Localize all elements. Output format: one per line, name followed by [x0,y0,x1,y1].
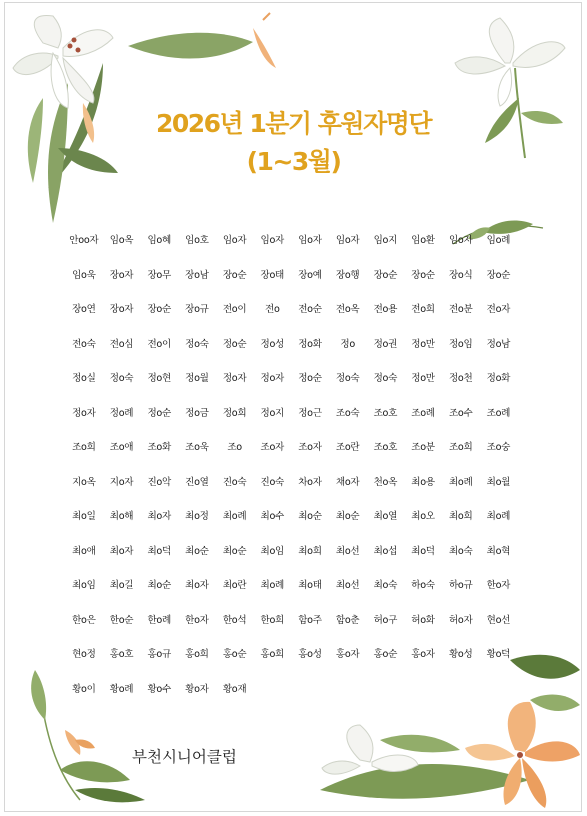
sponsor-name: 임o지 [373,235,398,246]
sponsor-name: 최o숙 [373,580,398,591]
sponsor-name: 임o혜 [147,235,171,246]
sponsor-name: 최o례 [260,580,285,591]
sponsor-name: 정o실 [72,373,96,384]
leaf-icon [60,761,130,782]
sponsor-name: 정o희 [222,407,247,419]
name-row [65,543,555,578]
sponsor-name: 임o자 [448,235,473,246]
name-row [65,508,555,543]
sponsor-name: 최o덕 [411,545,435,557]
sponsor-name: 전o옥 [335,304,360,315]
name-row [65,612,555,647]
sponsor-name: 최o애 [72,545,96,557]
sponsor-name: 최o수 [260,511,285,522]
sponsor-name: 장o태 [260,269,285,281]
name-row [65,646,555,681]
sponsor-name: 최o숙 [448,545,473,557]
sponsor-name: 함o춘 [335,614,360,626]
sponsor-name: 정o순 [147,407,171,419]
sponsor-name: 최o혁 [486,545,511,557]
sponsor-name: 전o분 [448,304,473,315]
sponsor-name: 정o화 [298,338,322,350]
sponsor-name: 최o오 [411,511,435,522]
sponsor-name: 전o순 [298,304,322,315]
sponsor-name: 정o화 [486,373,511,384]
sponsor-name: 최o순 [298,511,322,522]
sponsor-name: 조o화 [147,442,171,453]
sponsor-name: 조o숭 [486,442,511,453]
sponsor-name: 한o례 [147,614,171,626]
name-row [65,301,555,336]
name-row [65,267,555,302]
sponsor-name: 임o환 [411,235,435,246]
sponsor-name: 조o욱 [185,442,209,453]
sponsor-name: 정o자 [222,373,247,384]
name-row [65,577,555,612]
sponsor-name: 최o정 [185,511,209,522]
sponsor-name: 전o [265,304,280,315]
sponsor-name: 조o수 [448,407,473,419]
sponsor-name: 최o순 [222,545,247,557]
sponsor-name: 임o자 [335,235,360,246]
organization-name: 부천시니어클럽 [132,748,237,766]
sponsor-name: 임o옥 [109,235,134,246]
sponsor-name: 최o란 [222,580,247,591]
sponsor-name: 홍o자 [335,649,360,660]
page-title: 2026년 1분기 후원자명단 [155,109,432,138]
sponsor-name: 정o월 [185,373,209,384]
sponsor-name: 임o자 [260,235,285,246]
sponsor-name: 최o순 [147,580,171,591]
leaf-icon [128,33,253,59]
sponsor-name: 한o석 [222,614,247,626]
sponsor-name: 최o선 [335,580,360,591]
sponsor-name: 최o일 [72,511,96,522]
sponsor-name: 홍o규 [147,649,171,660]
sponsor-name: 장o순 [147,304,171,315]
sponsor-name: 홍o희 [185,649,209,660]
sponsor-name: 최o월 [486,476,511,488]
sponsor-name: 조o란 [335,442,360,453]
sponsor-name: 천o옥 [373,476,398,488]
sponsor-name: 정o임 [448,338,473,350]
sponsor-name: 함o주 [298,614,322,626]
sponsor-name: 황o재 [222,683,247,695]
sponsor-name: 최o희 [448,511,473,522]
sponsor-name: 최o순 [185,545,209,557]
sponsor-name: 진o숙 [260,476,285,488]
sponsor-name: 정o지 [260,407,285,419]
sponsor-name: 채o자 [335,476,360,488]
page-subtitle-period: (1~3월) [246,147,341,176]
lily-flower-icon [465,702,580,808]
sponsor-name: 장o예 [298,269,322,281]
sponsor-name: 조o자 [260,442,285,453]
sponsor-name: 한o순 [109,614,134,626]
sponsor-name: 장o무 [147,269,171,281]
sponsor-name: 한o자 [486,580,511,591]
sponsor-name: 최o해 [109,511,134,522]
sponsor-name: 지o자 [109,476,134,488]
sponsor-name: 허o자 [448,614,473,626]
sponsor-name: 장o식 [448,269,473,281]
sponsor-name: 현o정 [72,649,96,660]
sponsor-name: 한o은 [72,614,96,626]
sponsor-name: 정o금 [185,407,209,419]
sponsor-name: 최o례 [448,476,473,488]
sponsor-name: 전o이 [147,338,171,350]
sponsor-name: 정o남 [486,338,511,350]
sponsor-name: 조o호 [373,407,398,419]
sponsor-name: 정o [340,338,355,350]
sponsor-name: 홍o호 [109,649,134,660]
sponsor-name: 황o례 [109,683,134,695]
sponsor-name: 정o성 [260,338,285,350]
sponsor-name: 진o열 [185,476,209,488]
sponsor-name: 최o덕 [147,545,171,557]
sponsor-name: 전o숙 [72,338,96,350]
sponsor-name: 정o권 [373,338,398,350]
sponsor-name: 최o임 [72,580,96,591]
sponsor-name: 조o [227,442,242,453]
sponsor-name: 조o분 [411,442,435,453]
name-row [65,370,555,405]
sponsor-name: 하o규 [448,580,473,591]
sponsor-name: 최o례 [222,511,247,522]
sponsor-name: 정o현 [147,373,171,384]
lily-bud-icon [65,730,95,755]
leaf-icon [31,670,46,720]
sponsor-name: 최o자 [109,545,134,557]
sponsor-name: 임o자 [222,235,247,246]
sponsor-name: 정o자 [260,373,285,384]
sponsor-name: 현o선 [486,614,511,626]
sponsor-name: 임o례 [486,235,511,246]
sponsor-name: 황o이 [72,683,96,695]
sponsor-name: 정o례 [109,407,134,419]
sponsor-name: 황o성 [448,649,473,660]
sponsor-name: 최o섭 [373,545,398,557]
sponsor-name: 황o수 [147,683,171,695]
name-row [65,232,555,267]
sponsor-name: 정o천 [448,373,473,384]
lily-flower-icon [455,18,565,106]
sponsor-name: 지o옥 [72,476,96,488]
sponsor-name: 장o연 [72,304,96,315]
name-row [65,681,555,716]
sponsor-name: 정o만 [411,373,435,384]
sponsor-name: 장o순 [222,269,247,281]
sponsor-name: 안oo자 [69,235,99,246]
sponsor-name: 정o만 [411,338,435,350]
sponsor-name: 홍o자 [411,649,435,660]
name-row [65,405,555,440]
sponsor-name: 장o자 [109,304,134,315]
sponsor-name: 전o심 [109,338,134,350]
sponsor-name: 조o례 [486,407,511,419]
sponsor-name: 최o례 [486,511,511,522]
sponsor-name: 정o자 [72,407,96,419]
sponsor-name: 조o희 [72,442,96,453]
sponsor-name: 전o희 [411,304,435,315]
sponsor-name: 전o이 [222,304,247,315]
sponsor-name: 임o욱 [72,269,96,281]
sponsor-name: 조o숙 [335,407,360,419]
sponsor-name: 황o자 [185,683,209,695]
sponsor-name: 최o용 [411,476,435,488]
sponsor-name: 홍o성 [298,649,322,660]
sponsor-name: 장o순 [373,269,398,281]
sponsor-name: 홍o희 [260,649,285,660]
lily-flower-icon [322,725,418,774]
sponsor-name: 조o희 [448,442,473,453]
sponsor-name: 임o자 [298,235,322,246]
sponsor-name: 조o애 [109,442,134,453]
sponsor-name: 최o순 [335,511,360,522]
sponsor-name: 정o숙 [109,373,134,384]
sponsor-name: 정o숙 [185,338,209,350]
sponsor-name: 최o선 [335,545,360,557]
sponsor-name: 장o규 [185,304,209,315]
name-row [65,336,555,371]
name-row [65,439,555,474]
sponsor-name: 정o숙 [373,373,398,384]
sponsor-name: 최o자 [147,511,171,522]
sponsor-name: 정o숙 [335,373,360,384]
sponsor-name: 전o용 [373,304,398,315]
sponsor-name: 진o숙 [222,476,247,488]
sponsor-name: 장o행 [335,269,360,281]
sponsor-name: 허o화 [411,614,435,626]
sponsor-name: 최o자 [185,580,209,591]
sponsor-name: 황o덕 [486,649,511,660]
sponsor-name: 임o호 [185,235,209,246]
sponsor-name: 조o호 [373,442,398,453]
sponsor-name: 홍o순 [373,649,398,660]
sponsor-name: 조o례 [411,407,435,419]
name-row [65,474,555,509]
sponsor-name: 최o임 [260,545,285,557]
leaf-icon [380,735,460,753]
sponsor-name: 조o자 [298,442,322,453]
sponsor-name: 최o길 [109,580,134,591]
sponsor-name: 정o근 [298,407,322,419]
sponsor-name: 정o순 [222,338,247,350]
sponsor-name-list [65,232,555,715]
sponsor-name: 최o희 [298,545,322,557]
sponsor-name: 최o태 [298,580,322,591]
leaf-icon [75,788,145,802]
sponsor-name: 차o자 [298,476,322,488]
sponsor-name: 진o악 [147,476,171,488]
sponsor-name: 장o순 [411,269,435,281]
sponsor-name: 장o순 [486,269,511,281]
sponsor-name: 장o남 [185,269,209,281]
sponsor-name: 하o숙 [411,580,435,591]
sponsor-name: 정o순 [298,373,322,384]
sponsor-name: 한o희 [260,614,285,626]
sponsor-name: 장o자 [109,269,134,281]
sponsor-name: 허o구 [373,614,398,626]
sponsor-name: 최o열 [373,511,398,522]
sponsor-name: 한o자 [185,614,209,626]
sponsor-name: 전o자 [486,304,511,315]
sponsor-name: 홍o순 [222,649,247,660]
